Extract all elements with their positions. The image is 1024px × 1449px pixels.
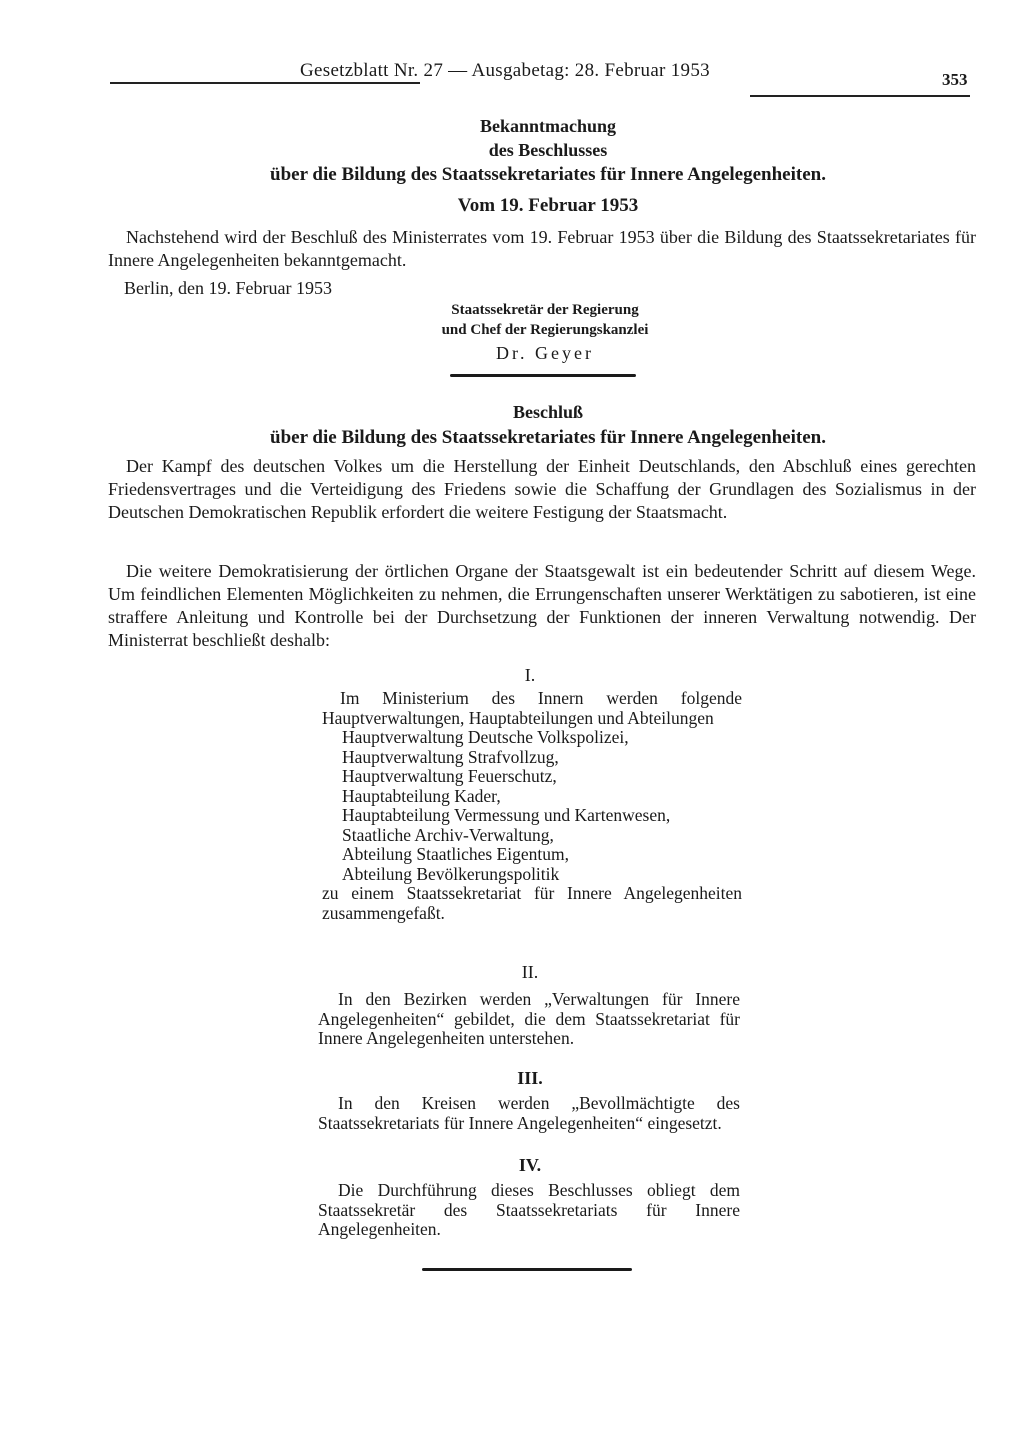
announcement-date: Vom 19. Februar 1953: [457, 195, 639, 216]
section-numeral-iii: III.: [517, 1068, 543, 1088]
section-ii: [318, 990, 740, 1049]
list-item: Abteilung Staatliches Eigentum,: [342, 844, 569, 864]
header-rule-left: [110, 82, 420, 84]
section-i: [322, 689, 742, 923]
resolution-paragraph-2-text: Die weitere Demokratisierung der örtlichen Organe der Staatsgewalt ist ein bedeutender Schritt auf diesem Wege. Um feindlichen Elementen Möglichkeiten zu nehmen, die Errungenschaften unserer Werktätigen zu sabotieren, ist eine straffere Anleitung und Kontrolle bei der Durchsetzung der Funktionen der inneren Verwaltung notwendig. Der Ministerrat beschließt deshalb:: [108, 561, 976, 650]
announcement-title-1: Bekanntmachung: [479, 116, 617, 136]
list-item: Abteilung Bevölkerungspolitik: [342, 863, 560, 884]
resolution-paragraph-2: [108, 560, 976, 652]
header-rule-right: [750, 95, 970, 97]
list-item: Staatliche Archiv-Verwaltung,: [342, 824, 554, 845]
section-iii-text: In den Kreisen werden „Bevollmächtigte des Staatssekretariats für Innere Angelegenheiten“ eingesetzt.: [318, 1093, 740, 1133]
announcement-body-text: Nachstehend wird der Beschluß des Ministerrates vom 19. Februar 1953 über die Bildung des Staatssekretariates für Innere Angelegenheiten bekanntgemacht.: [108, 227, 976, 270]
section-i-outro: zu einem Staatssekretariat für Innere Angelegenheiten zusammengefaßt.: [322, 883, 742, 923]
section-divider: [450, 374, 636, 377]
list-item: Hauptverwaltung Strafvollzug,: [342, 746, 559, 767]
announcement-place-date: Berlin, den 19. Februar 1953: [124, 278, 332, 298]
section-iv-text: Die Durchführung dieses Beschlusses obliegt dem Staatssekretär des Staatssekretariats für Innere Angelegenheiten.: [318, 1180, 740, 1239]
resolution-paragraph-1-text: Der Kampf des deutschen Volkes um die Herstellung der Einheit Deutschlands, den Abschluß eines gerechten Friedensvertrages und die Verteidigung des Friedens sowie die Schaffung der Grundlagen des Sozialismus in der Deutschen Demokratischen Republik erfordert die weitere Festigung der Staatsmacht.: [108, 456, 976, 522]
announcement-body: [108, 226, 976, 272]
section-iv: [318, 1181, 740, 1240]
section-numeral-i: I.: [524, 665, 536, 685]
section-iii: [318, 1094, 740, 1133]
signature-name: Dr. Geyer: [496, 343, 594, 363]
department-list: [322, 728, 742, 884]
resolution-title-1: Beschluß: [512, 402, 584, 422]
end-divider: [422, 1268, 632, 1271]
resolution-paragraph-1: [108, 455, 976, 524]
announcement-title-3: über die Bildung des Staatssekretariates für Innere Angelegenheiten.: [270, 164, 826, 185]
page-number: 353: [942, 70, 968, 89]
list-item: Hauptverwaltung Deutsche Volkspolizei,: [342, 727, 629, 747]
section-i-intro: Im Ministerium des Innern werden folgende Hauptverwaltungen, Hauptabteilungen und Abteilungen: [322, 688, 742, 728]
list-item: Hauptabteilung Kader,: [342, 785, 501, 806]
section-numeral-iv: IV.: [518, 1155, 542, 1175]
signature-title-1: Staatssekretär der Regierung: [451, 302, 639, 318]
section-numeral-ii: II.: [521, 962, 539, 982]
resolution-title-2: über die Bildung des Staatssekretariates für Innere Angelegenheiten.: [270, 427, 826, 448]
section-ii-text: In den Bezirken werden „Verwaltungen für Innere Angelegenheiten“ gebildet, die dem Staatssekretariat für Innere Angelegenheiten unterstehen.: [318, 989, 740, 1048]
signature-title-2: und Chef der Regierungskanzlei: [441, 322, 649, 338]
header-title: Gesetzblatt Nr. 27 — Ausgabetag: 28. Februar 1953: [300, 60, 710, 81]
list-item: Hauptverwaltung Feuerschutz,: [342, 766, 557, 786]
announcement-title-2: des Beschlusses: [488, 140, 608, 160]
list-item: Hauptabteilung Vermessung und Kartenwesen,: [342, 805, 671, 825]
